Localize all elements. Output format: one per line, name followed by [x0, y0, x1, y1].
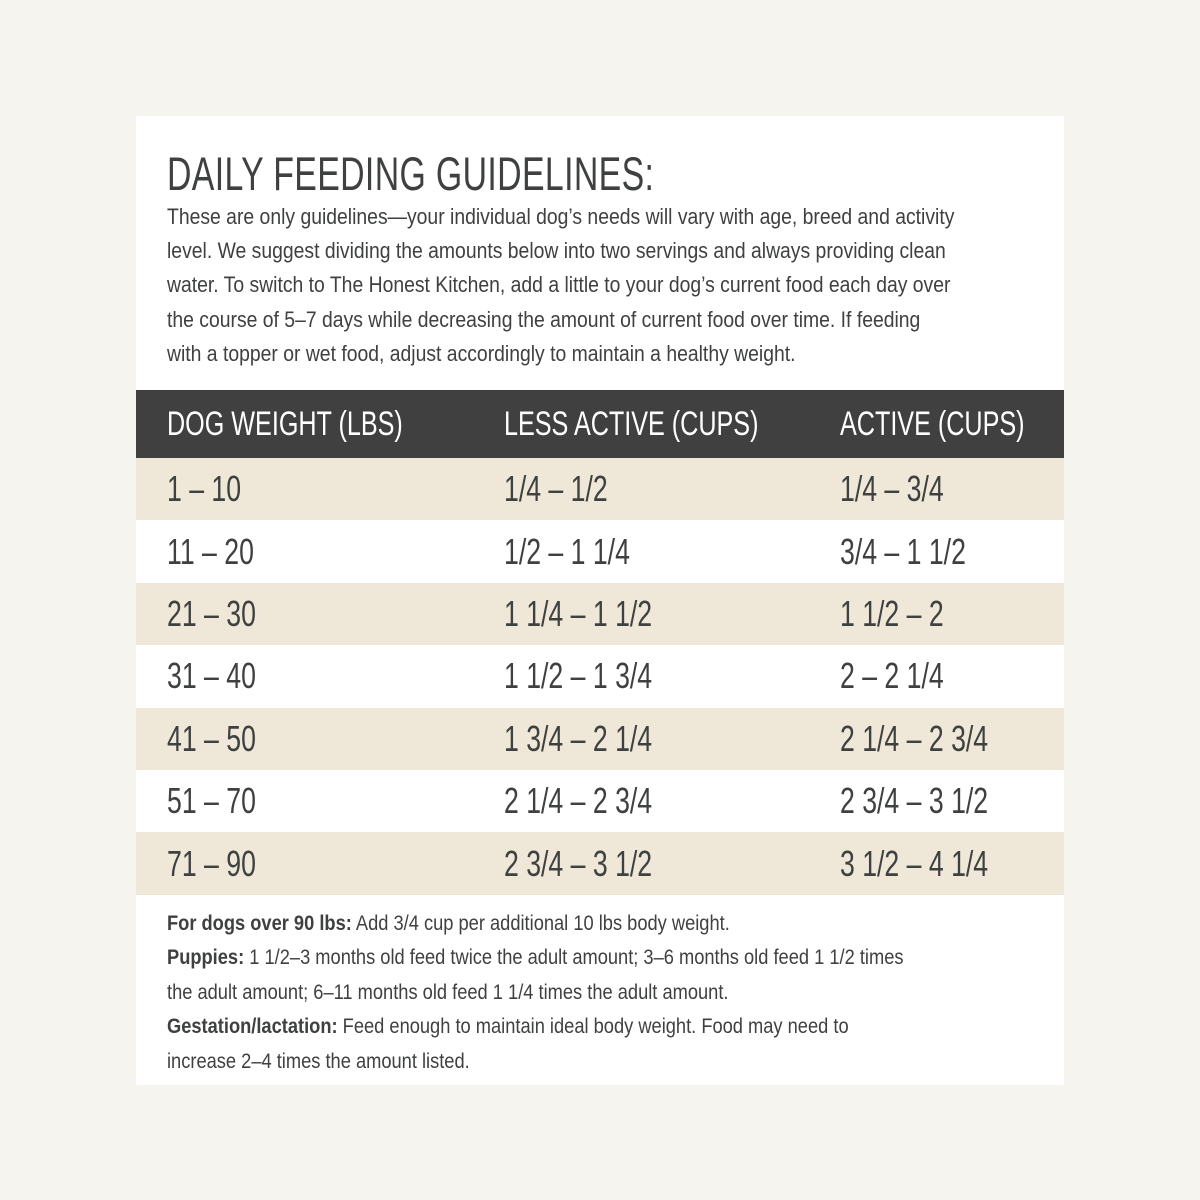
weight-cell: 1 – 10	[167, 468, 242, 510]
intro-line: with a topper or wet food, adjust accordingly to maintain a healthy weight.	[167, 340, 796, 366]
intro-line: level. We suggest dividing the amounts below into two servings and always providing clean	[167, 238, 946, 264]
note-label: Gestation/lactation:	[167, 1014, 338, 1039]
weight-cell: 71 – 90	[167, 842, 256, 884]
table-row	[136, 832, 1064, 894]
note-gestation-continued: increase 2–4 times the amount listed.	[167, 1048, 470, 1073]
active-cell: 3/4 – 1 1/2	[840, 530, 966, 572]
note-text: Feed enough to maintain ideal body weight. Food may need to	[337, 1014, 849, 1039]
active-cell: 2 3/4 – 3 1/2	[840, 780, 989, 822]
feeding-guidelines-card	[136, 116, 1064, 1085]
header-active: ACTIVE (CUPS)	[840, 404, 1025, 443]
weight-cell: 41 – 50	[167, 717, 256, 759]
intro-paragraph	[167, 200, 959, 371]
less-active-cell: 1 3/4 – 2 1/4	[504, 717, 653, 759]
active-cell: 3 1/2 – 4 1/4	[840, 842, 989, 884]
note-text: 1 1/2–3 months old feed twice the adult amount; 3–6 months old feed 1 1/2 times	[244, 945, 904, 970]
table-row	[136, 458, 1064, 520]
page-title: DAILY FEEDING GUIDELINES:	[167, 147, 655, 200]
note-label: For dogs over 90 lbs:	[167, 911, 352, 935]
intro-line: water. To switch to The Honest Kitchen, add a little to your dog’s current food each day over	[167, 272, 951, 298]
header-less-active: LESS ACTIVE (CUPS)	[504, 404, 759, 443]
active-cell: 1/4 – 3/4	[840, 468, 944, 510]
less-active-cell: 2 1/4 – 2 3/4	[504, 780, 653, 822]
table-row	[136, 645, 1064, 707]
weight-cell: 21 – 30	[167, 592, 256, 634]
table-header-row	[136, 390, 1064, 458]
weight-cell: 31 – 40	[167, 655, 256, 697]
active-cell: 2 1/4 – 2 3/4	[840, 717, 989, 759]
header-dog-weight: DOG WEIGHT (LBS)	[167, 404, 403, 443]
note-label: Puppies:	[167, 945, 245, 970]
less-active-cell: 1 1/2 – 1 3/4	[504, 655, 653, 697]
note-gestation	[167, 1009, 1017, 1043]
less-active-cell: 2 3/4 – 3 1/2	[504, 842, 653, 884]
note-text: Add 3/4 cup per additional 10 lbs body weight.	[351, 911, 730, 935]
table-row	[136, 583, 1064, 645]
table-row	[136, 520, 1064, 582]
weight-cell: 11 – 20	[167, 530, 254, 572]
feeding-table	[136, 390, 1064, 895]
less-active-cell: 1 1/4 – 1 1/2	[504, 592, 653, 634]
intro-line: the course of 5–7 days while decreasing the amount of current food over time. If feeding	[167, 306, 921, 332]
active-cell: 2 – 2 1/4	[840, 655, 944, 697]
intro-line: These are only guidelines—your individual dog’s needs will vary with age, breed and activity	[167, 204, 955, 229]
table-row	[136, 708, 1064, 770]
note-over-90	[167, 906, 1017, 940]
footnotes	[167, 906, 1017, 1078]
note-puppies	[167, 940, 1017, 974]
less-active-cell: 1/4 – 1/2	[504, 468, 608, 510]
active-cell: 1 1/2 – 2	[840, 592, 944, 634]
table-row	[136, 770, 1064, 832]
weight-cell: 51 – 70	[167, 780, 256, 822]
less-active-cell: 1/2 – 1 1/4	[504, 530, 630, 572]
note-puppies-continued: the adult amount; 6–11 months old feed 1 1/4 times the adult amount.	[167, 979, 729, 1004]
